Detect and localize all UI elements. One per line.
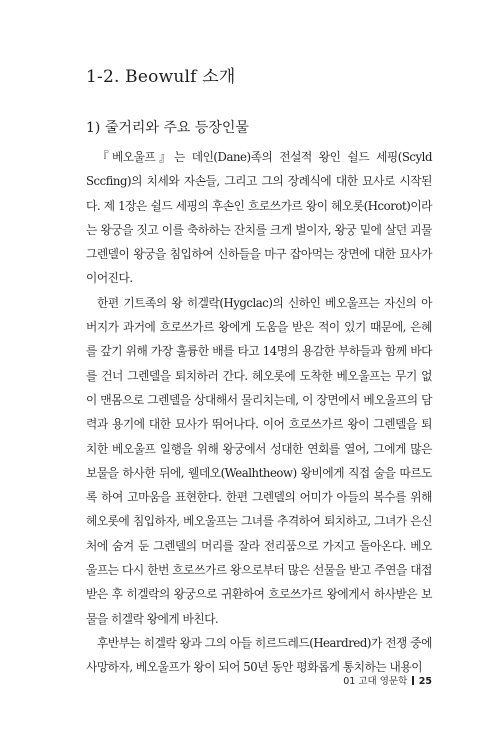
page-number: 25 (418, 676, 432, 687)
paragraph: 후반부는 히겔락 왕과 그의 아들 히르드레드(Heardred)가 전쟁 중에 사망하자, 베오울프가 왕이 되어 50년 동안 평화롭게 통치하는 내용이 (86, 635, 432, 675)
page-footer (343, 673, 432, 687)
paragraph: 『베오울프』는 데인(Dane)족의 전설적 왕인 쉴드 세핑(Scyld Sccfing)의 치세와 자손들, 그리고 그의 장례식에 대한 묘사로 시작된다. 제 1장은 쉴드 세핑의 후손인 흐로쓰가르 왕이 헤오롯(Hcorot)이라는 왕궁을 짓고 이를 축하하는 잔치를 크게 벌이자, 왕궁 밑에 살던 괴물 그렌델이 왕궁을 침입하여 신하들을 마구 잡아먹는 장면에 대한 묘사가 이어진다. (86, 150, 432, 286)
paragraph: 한편 기트족의 왕 히겔락(Hygclac)의 신하인 베오울프는 자신의 아버지가 과거에 흐로쓰가르 왕에게 도움을 받은 적이 있기 때문에, 은혜를 갚기 위해 가장 훌륭한 배를 타고 14명의 용감한 부하들과 함께 바다를 건너 그렌델을 퇴치하러 간다. 헤오롯에 도착한 베오울프는 무기 없이 맨몸으로 그렌델을 상대해서 물리치는데, 이 장면에서 베오울프의 담력과 용기에 대한 묘사가 뛰어나다. 이어 흐로쓰가르 왕이 그렌델을 퇴치한 베오울프 일행을 위해 왕궁에서 성대한 연회를 열어, 그에게 많은 보물을 하사한 뒤에, 웰데오(Wealhtheow) 왕비에게 직접 술을 따르도록 하여 고마움을 표현한다. 한편 그렌델의 어미가 아들의 복수를 위해 헤오롯에 침입하자, 베오울프는 그녀를 추격하여 퇴치하고, 그녀가 은신처에 숨겨 둔 그렌델의 머리를 잘라 전리품으로 가지고 돌아온다. 베오울프는 다시 한번 흐로쓰가르 왕으로부터 많은 선물을 받고 주연을 대접받은 후 히겔락의 왕궁으로 귀환하여 흐로쓰가르 왕에게서 하사받은 보물을 히겔락 왕에게 바친다. (86, 295, 432, 626)
footer-divider (412, 676, 414, 685)
chapter-label: 01 고대 영문학 (343, 676, 408, 687)
subsection-title: 1) 줄거리와 주요 등장인물 (86, 120, 249, 136)
section-title: 1-2. Beowulf 소개 (86, 67, 236, 87)
body-text (86, 145, 432, 680)
